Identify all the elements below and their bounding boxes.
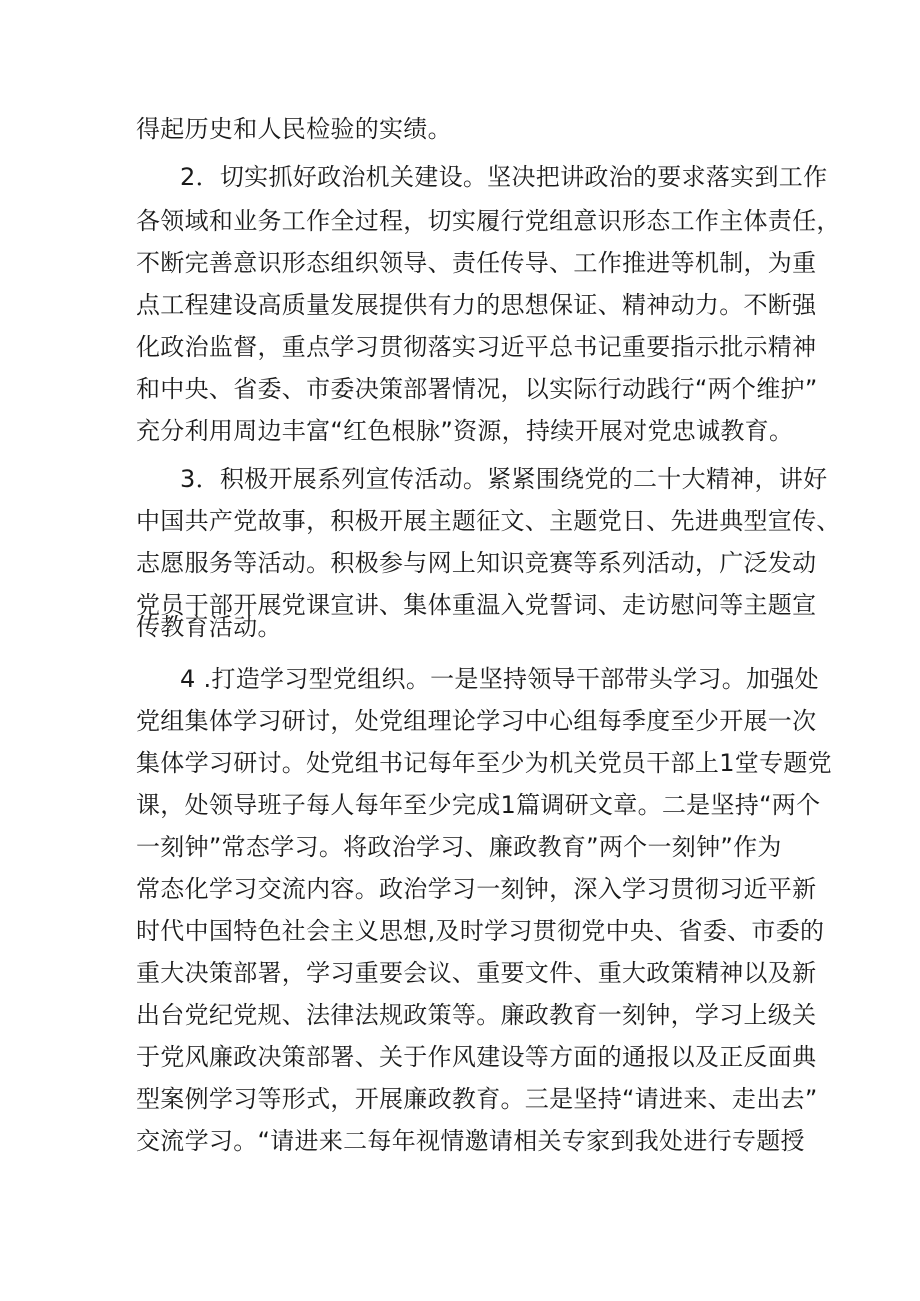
text-line: 一刻钟”常态学习。将政治学习、廉政教育”两个一刻钟”作为 (136, 833, 782, 861)
text-line: 重大决策部署，学习重要会议、重要文件、重大政策精神以及新 (136, 959, 817, 987)
paragraph-4-first-line: 4 .打造学习型党组织。一是坚持领导干部带头学习。加强处 (180, 665, 819, 693)
text-line: 充分利用周边丰富“红色根脉”资源，持续开展对党忠诚教育。 (136, 417, 794, 445)
text-line: 交流学习。“请进来二每年视情邀请相关专家到我处进行专题授 (136, 1127, 805, 1155)
text-line: 党组集体学习研讨，处党组理论学习中心组每季度至少开展一次 (136, 707, 817, 735)
text-line: 集体学习研讨。处党组书记每年至少为机关党员干部上1堂专题党 (136, 749, 832, 777)
paragraph-3-first-line: 3．积极开展系列宣传活动。紧紧围绕党的二十大精神，讲好 (180, 465, 828, 493)
text-line: 于党风廉政决策部署、关于作风建设等方面的通报以及正反面典 (136, 1043, 817, 1071)
text-line: 课，处领导班子每人每年至少完成1篇调研文章。二是坚持“两个 (136, 791, 821, 819)
text-line: 出台党纪党规、法律法规政策等。廉政教育一刻钟，学习上级关 (136, 1001, 817, 1029)
text-line: 传教育活动。 (136, 613, 282, 641)
paragraph-2-first-line: 2．切实抓好政治机关建设。坚决把讲政治的要求落实到工作 (180, 163, 828, 191)
text-line: 不断完善意识形态组织领导、责任传导、工作推进等机制，为重 (136, 249, 817, 277)
text-line: 点工程建设高质量发展提供有力的思想保证、精神动力。不断强 (136, 291, 817, 319)
text-line: 党员干部开展党课宣讲、集体重温入党誓词、走访慰问等主题宣 (136, 591, 817, 619)
text-line: 中国共产党故事，积极开展主题征文、主题党日、先进典型宣传、 (136, 507, 841, 535)
text-line: 型案例学习等形式，开展廉政教育。三是坚持“请进来、走出去” (136, 1085, 818, 1113)
text-line: 常态化学习交流内容。政治学习一刻钟，深入学习贯彻习近平新 (136, 875, 817, 903)
text-line: 各领域和业务工作全过程，切实履行党组意识形态工作主体责任， (136, 207, 841, 235)
text-line: 和中央、省委、市委决策部署情况，以实际行动践行“两个维护” (136, 375, 818, 403)
text-line: 化政治监督，重点学习贯彻落实习近平总书记重要指示批示精神 (136, 333, 817, 361)
text-line: 志愿服务等活动。积极参与网上知识竞赛等系列活动，广泛发动 (136, 549, 817, 577)
text-line: 得起历史和人民检验的实绩。 (136, 115, 452, 143)
text-line: 时代中国特色社会主义思想,及时学习贯彻党中央、省委、市委的 (136, 917, 825, 945)
